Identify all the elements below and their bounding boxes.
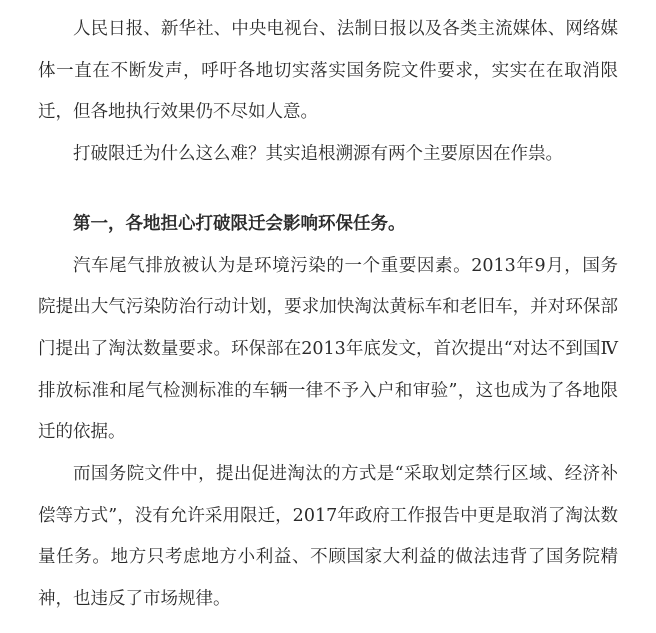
paragraph-state-council: 而国务院文件中，提出促进淘汰的方式是“采取划定禁行区域、经济补偿等方式”，没有允许采用限迁，2017年政府工作报告中更是取消了淘汰数量任务。地方只考虑地方小利益、不顾国家大利益的做法违背了国务院精神，也违反了市场规律。 [38, 464, 618, 610]
paragraph-why-hard: 打破限迁为什么这么难？其实追根溯源有两个主要原因在作祟。 [73, 144, 563, 165]
section-heading: 第一，各地担心打破限迁会影响环保任务。 [73, 213, 406, 234]
paragraph-emissions: 汽车尾气排放被认为是环境污染的一个重要因素。2013年9月，国务院提出大气污染防治行动计划，要求加快淘汰黄标车和老旧车，并对环保部门提出了淘汰数量要求。环保部在2013年底发文，首次提出“对达不到国Ⅳ排放标准和尾气检测标准的车辆一律不予入户和审验”，这也成为了各地限迁的依据。 [38, 255, 618, 443]
paragraph-media-calls: 人民日报、新华社、中央电视台、法制日报以及各类主流媒体、网络媒体一直在不断发声，呼吁各地切实落实国务院文件要求，实实在在取消限迁，但各地执行效果仍不尽如人意。 [38, 19, 618, 123]
